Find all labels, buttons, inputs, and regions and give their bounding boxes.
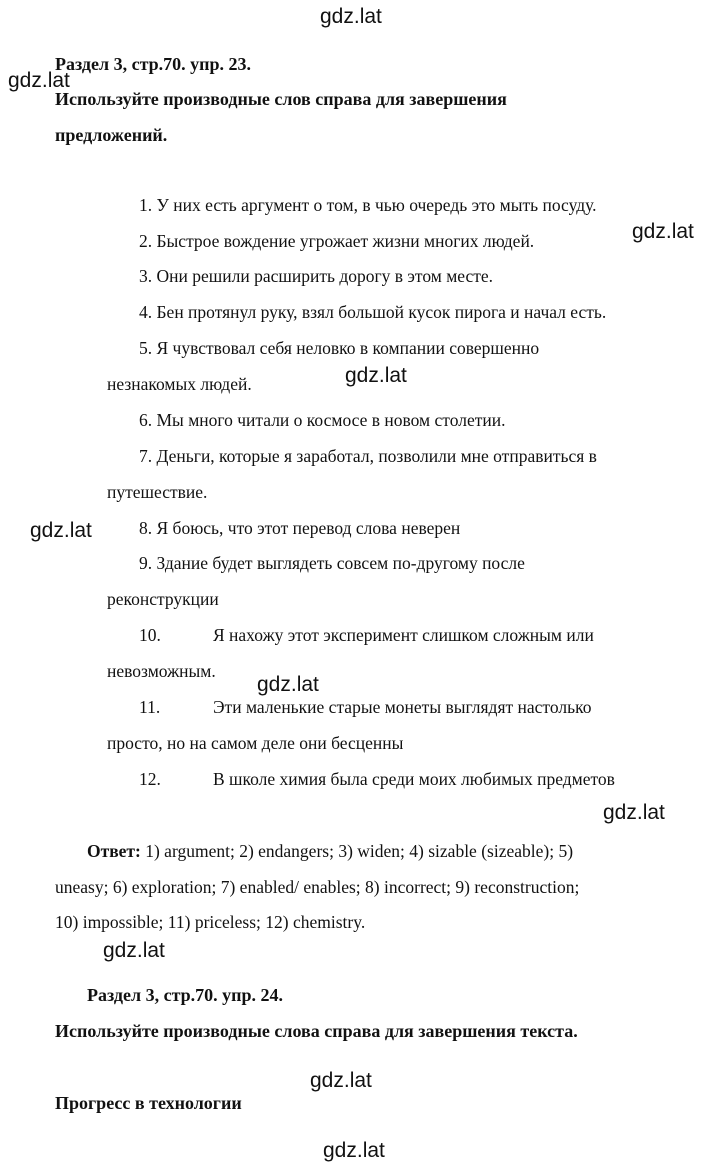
text-title: Прогресс в технологии	[55, 1093, 242, 1113]
task-instruction: предложений.	[55, 125, 168, 145]
sentence-item: 6. Мы много читали о космосе в новом столетии.	[139, 410, 506, 430]
section-heading: Раздел 3, стр.70. упр. 23.	[55, 54, 252, 74]
sentence-number: 10.	[139, 625, 161, 645]
sentence-number: 12.	[139, 769, 161, 789]
sentence-item: 9. Здание будет выглядеть совсем по-другому после	[139, 553, 525, 573]
watermark: gdz.lat	[603, 801, 665, 824]
sentence-item: Я нахожу этот эксперимент слишком сложным или	[213, 625, 594, 645]
watermark: gdz.lat	[323, 1139, 385, 1162]
sentence-item: 4. Бен протянул руку, взял большой кусок пирога и начал есть.	[139, 302, 607, 322]
sentence-item: 3. Они решили расширить дорогу в этом месте.	[139, 266, 494, 286]
answer-text: 1) argument; 2) endangers; 3) widen; 4) sizable (sizeable); 5)	[140, 841, 574, 861]
sentence-number: 11.	[139, 697, 161, 717]
answer-line: 10) impossible; 11) priceless; 12) chemistry.	[55, 912, 366, 932]
answer-line: uneasy; 6) exploration; 7) enabled/ enables; 8) incorrect; 9) reconstruction;	[55, 877, 580, 897]
task-instruction: Используйте производные слова справа для завершения текста.	[55, 1021, 578, 1041]
watermark: gdz.lat	[320, 5, 382, 28]
sentence-item-continued: путешествие.	[107, 482, 208, 502]
sentence-item-continued: незнакомых людей.	[107, 374, 252, 394]
watermark: gdz.lat	[632, 220, 694, 243]
section-heading: Раздел 3, стр.70. упр. 24.	[87, 985, 284, 1005]
sentence-item: 8. Я боюсь, что этот перевод слова неверен	[139, 518, 461, 538]
watermark: gdz.lat	[30, 519, 92, 542]
watermark: gdz.lat	[103, 939, 165, 962]
sentence-item: 7. Деньги, которые я заработал, позволили мне отправиться в	[139, 446, 597, 466]
sentence-item-continued: просто, но на самом деле они бесценны	[107, 733, 404, 753]
sentence-item: 2. Быстрое вождение угрожает жизни многих людей.	[139, 231, 535, 251]
sentence-item: 5. Я чувствовал себя неловко в компании совершенно	[139, 338, 540, 358]
watermark: gdz.lat	[257, 673, 319, 696]
sentence-item-continued: невозможным.	[107, 661, 216, 681]
watermark: gdz.lat	[8, 69, 70, 92]
answer-line	[87, 843, 573, 861]
task-instruction: Используйте производные слов справа для завершения	[55, 89, 507, 109]
sentence-item-continued: реконструкции	[107, 589, 219, 609]
sentence-item: В школе химия была среди моих любимых предметов	[213, 769, 615, 789]
sentence-item: Эти маленькие старые монеты выглядят настолько	[213, 697, 592, 717]
watermark: gdz.lat	[345, 364, 407, 387]
answer-label: Ответ:	[87, 841, 141, 861]
sentence-item: 1. У них есть аргумент о том, в чью очередь это мыть посуду.	[139, 195, 597, 215]
watermark: gdz.lat	[310, 1069, 372, 1092]
